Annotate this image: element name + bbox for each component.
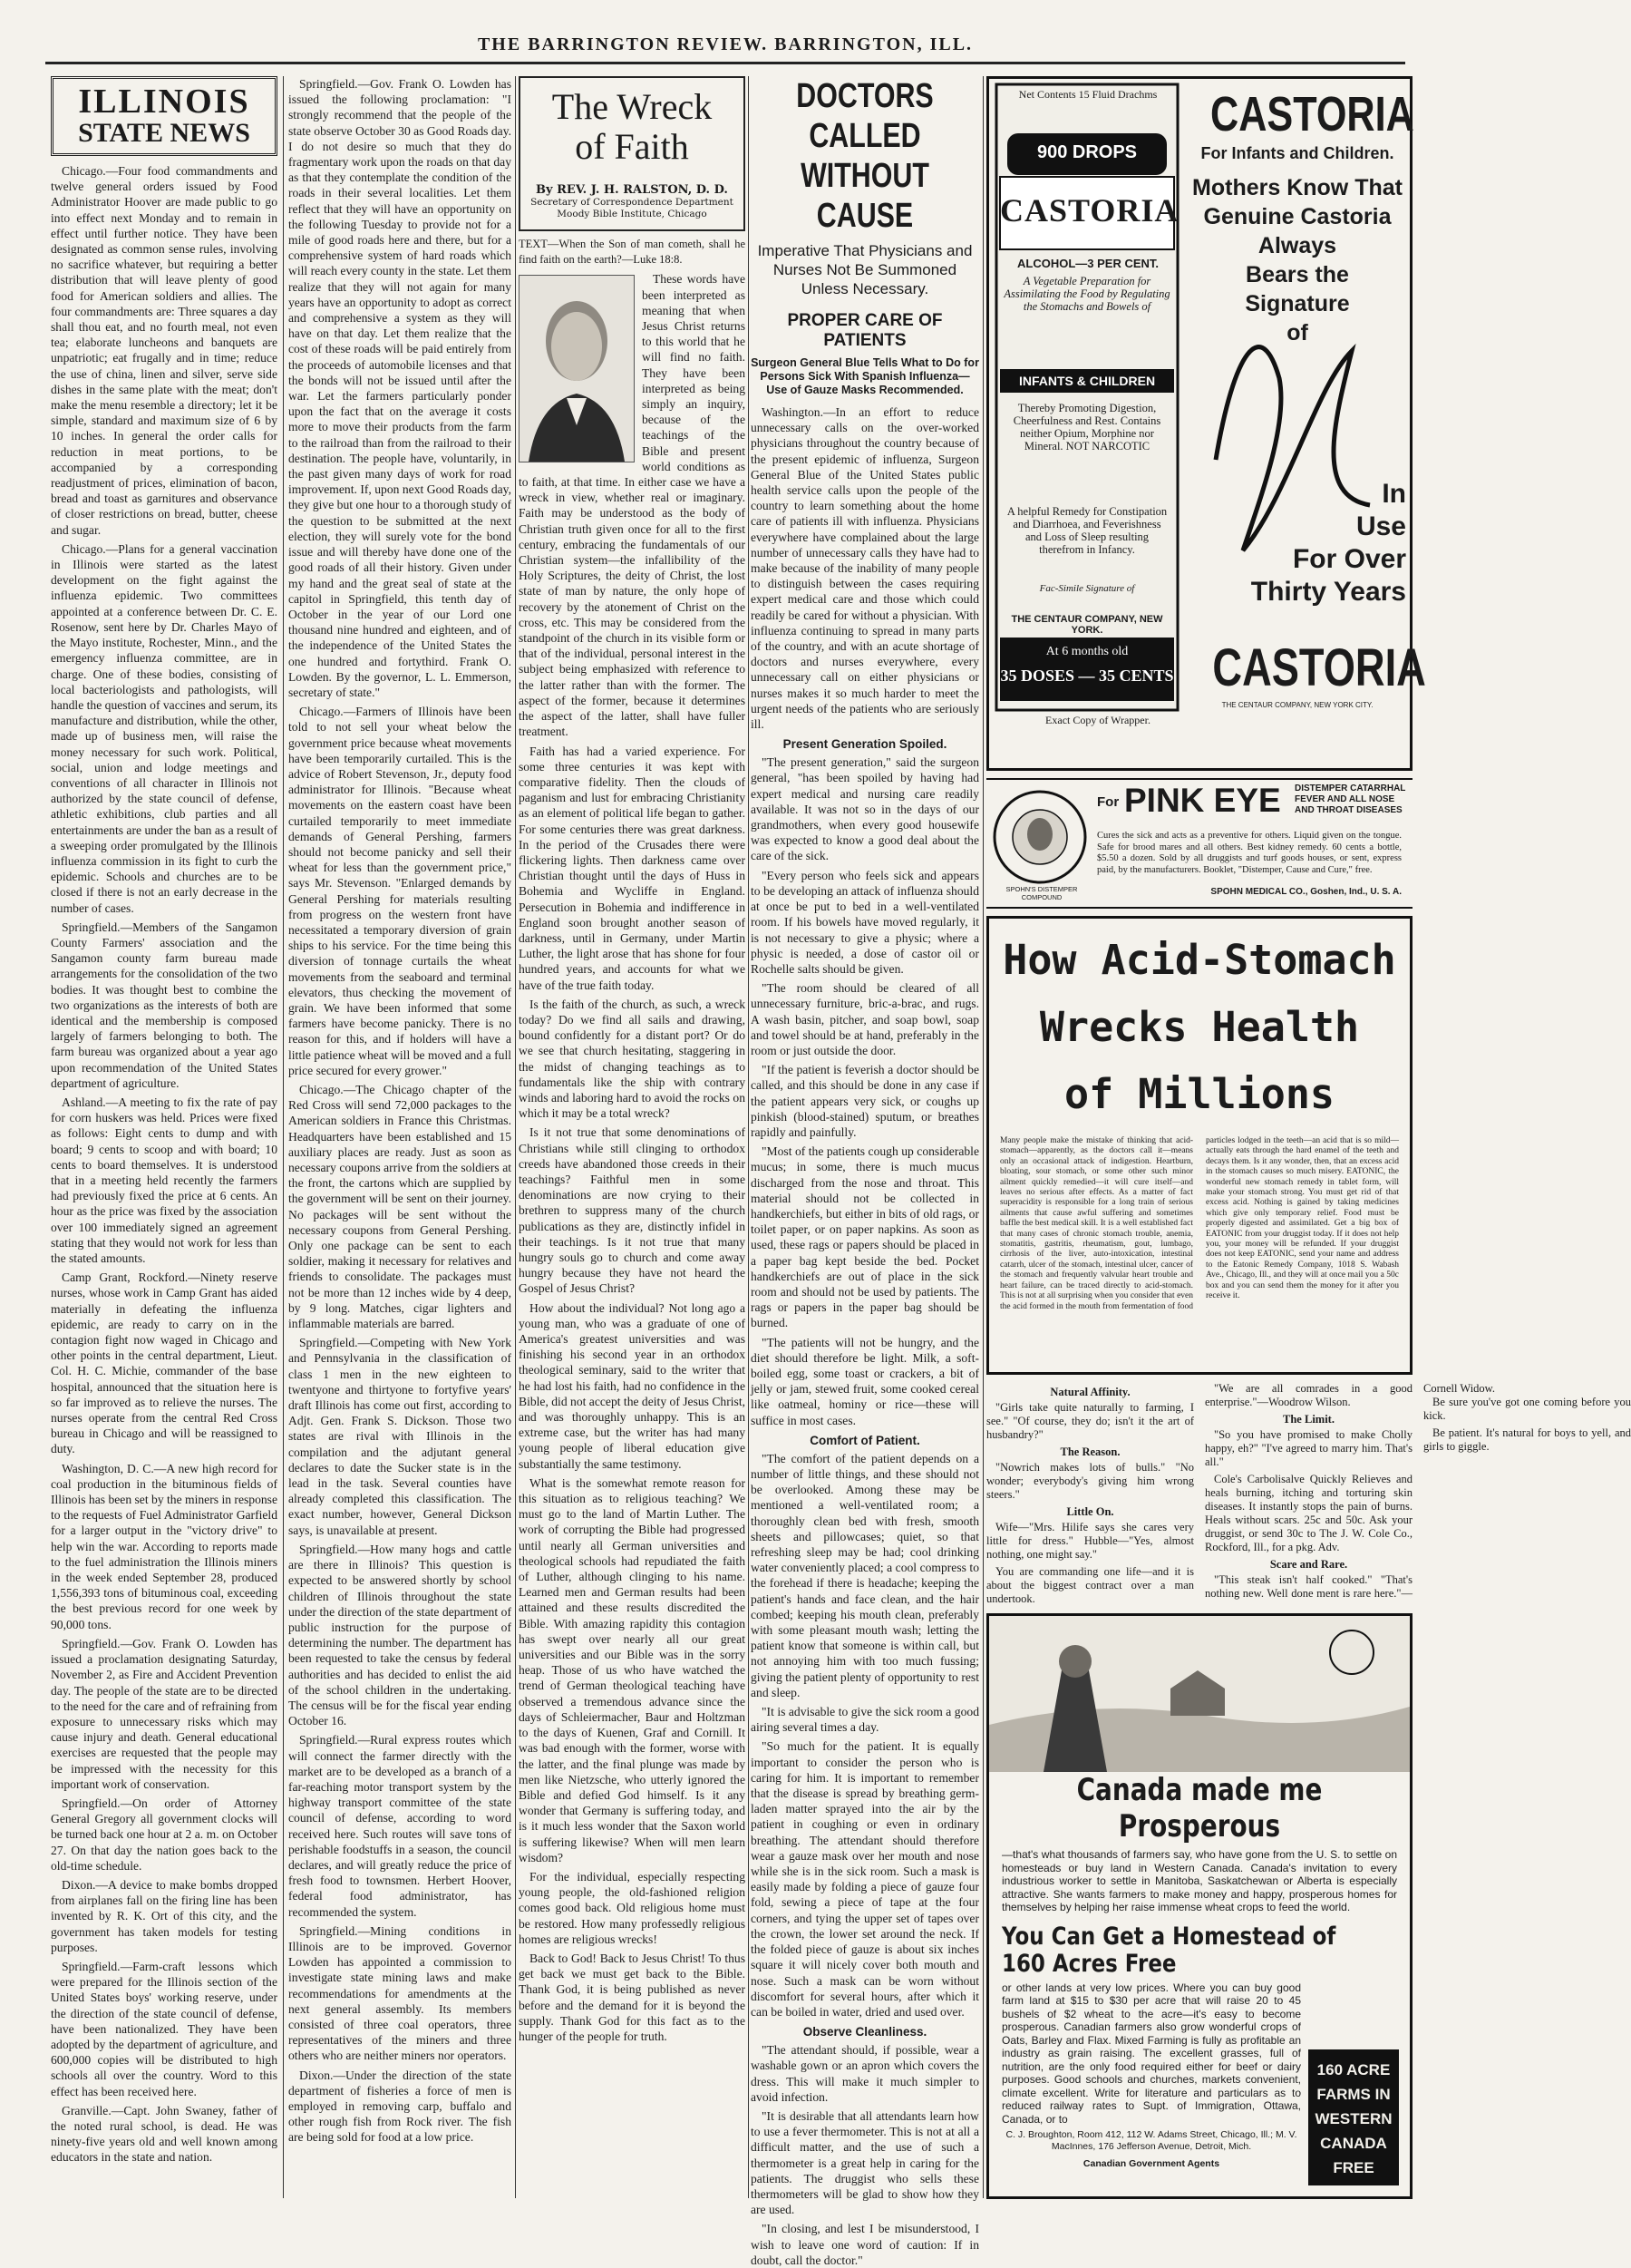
article-paragraph: How about the individual? Not long ago a young man, who was a graduate of one of America's greatest universities and was finishing his second year in an orthodox theological seminary, said to the writer that he had lost his faith, had no confidence in the Bible, did not accept the deity of Jesus Christ, and was thoroughly unhappy. This is an extreme case, but the writer has had many young people of liberal education give substantially the same testimony. xyxy=(519,1300,745,1471)
free-farms-badge xyxy=(1308,2049,1399,2185)
filler-title: Natural Affinity. xyxy=(1050,1386,1131,1398)
illinois-news-column-2 xyxy=(288,76,511,2198)
column-rule xyxy=(983,76,984,2198)
carton-facsimile: Fac-Simile Signature of xyxy=(1039,583,1135,594)
filler-body: "Girls take quite naturally to farming, I see." "Of course, they do; isn't it the art of husbandry?" xyxy=(986,1401,1194,1441)
doctors-deck-2: Surgeon General Blue Tells What to Do for Persons Sick With Spanish Influenza—Use of Gauze Masks Recommended. xyxy=(751,356,979,396)
illinois-news-heading xyxy=(51,76,277,156)
carton-net-contents: Net Contents 15 Fluid Drachms xyxy=(1018,88,1158,101)
castoria-line-7: In xyxy=(1382,479,1406,509)
castoria-for-infants: For Infants and Children. xyxy=(1200,144,1394,162)
badge-line-5: FREE xyxy=(1333,2159,1374,2176)
badge-line-3: WESTERN xyxy=(1315,2110,1393,2127)
filler-body: You are commanding one life—and it is about the biggest contract over a man undertook. xyxy=(986,1565,1194,1605)
filler-body: Be sure you've got one coming before you kick. xyxy=(1423,1396,1631,1422)
article-paragraph: Chicago.—The Chicago chapter of the Red Cross will send 72,000 packages to the American soldiers in France this Christmas. Headquarters have been established and 15 auxiliary places are ready. Just as soon as necessary coupons arrive from the soldiers at the front, the cartons which are supplied by the government will be sent on their journey. No packages will be sent without the necessary coupons from General Pershing. Only one package can be sent to each soldier, making it necessary for relatives and friends to consolidate. The packages must not be more than 12 inches wide by 4 deep, by 9 long. Matches, cigar lighters and inflammable materials are barred. xyxy=(288,1083,511,1331)
wreck-title-line-1: The Wreck xyxy=(551,86,713,127)
article-paragraph: Dixon.—A device to make bombs dropped from airplanes fall on the firing line has been invented by R. K. Ort of this city, and the government has taken models for testing purposes. xyxy=(51,1877,277,1954)
filler-title: The Limit. xyxy=(1283,1413,1335,1426)
section-subhead: Observe Cleanliness. xyxy=(802,2025,927,2039)
article-paragraph: Back to God! Back to Jesus Christ! To thus get back we must get back to the Bible. Thank God, it is being published as never before and the demand for it is beyond the supply. Thank God for this fact as to the hunger of the people for truth. xyxy=(519,1951,745,2043)
castoria-tagline xyxy=(1189,173,1406,347)
article-paragraph: Springfield.—Farm-craft lessons which were prepared for the Illinois section of the United States boys' working reserve, under the direction of the state council of defense, have been nationalized. They have been adopted by the department of agriculture, and 600,000 copies will be distributed to high schools all over the country. Word to this effect has been received here. xyxy=(51,1959,277,2098)
article-paragraph: "It is advisable to give the sick room a good airing several times a day. xyxy=(751,1705,979,1735)
filler-body: "Nowrich makes lots of bulls." "No wonder; everybody's giving him wrong steers." xyxy=(986,1461,1194,1501)
canada-homestead-headline: You Can Get a Homestead of 160 Acres Free xyxy=(1002,1922,1336,1978)
article-paragraph: "Every person who feels sick and appears to be developing an attack of influenza should at once be put to bed in a well-ventilated room. If his bowels have moved regularly, it is not necessary to give a physic; where a physic is needed, a dose of castor oil or Rochelle salts should be given. xyxy=(751,868,979,976)
filler-body: "So you have promised to make Cholly happy, eh?" "I've agreed to marry him. That's all." xyxy=(1205,1428,1413,1468)
article-paragraph: What is the somewhat remote reason for this situation as to religious teaching? We must go to the land of Martin Luther. The work of corrupting the Bible had progressed until nearly all German universities and theological schools had repudiated the faith of Luther, although clinging to his name. Learned men and German results had been attained and these results discredited the Bible. With amazing rapidity this contagion has swept over nearly all our great universities and our Bible was in the sorry heap. Those of us who have watched the trend of German theological teaching have observed a tremendous advance since the days of Schleiermacher, Baur and Holtzman to the days of Kuenen, Graf and Cornill. It was bad enough with the former, worse with the latter, and the final plunge was made by men like Nietzsche, who utterly ignored the Bible and defied God himself. Is it any wonder that Germany is suffering today, and is it much less wonder that the Saxon world is suffering likewise? When will men learn wisdom? xyxy=(519,1475,745,1864)
article-paragraph: "The attendant should, if possible, wear a washable gown or an apron which covers the dress. This will make it much simpler to avoid infection. xyxy=(751,2043,979,2104)
section-subhead: Comfort of Patient. xyxy=(810,1433,920,1447)
carton-infants: INFANTS & CHILDREN xyxy=(1018,374,1156,388)
canada-body: or other lands at very low prices. Where you can buy good farm land at $15 to $30 per acre that will raise 20 to 45 bushels of $2 wheat to the acre—it's easy to become prosperous. Canadian farmers also grow wonderful crops of Oats, Barley and Flax. Mixed Farming is fully as profitable an industry as grain raising. The excellent grasses, full of nutrition, are the only food required either for beef or dairy purposes. Good schools and churches, markets convenient, climate excellent. Write for literature and particulars as to reduced railway rates to Supt. of Immigration, Ottawa, Canada, or to xyxy=(1002,1981,1301,2126)
castoria-headline: CASTORIA xyxy=(1210,87,1414,141)
filler-title: The Reason. xyxy=(1060,1445,1121,1458)
carton-doses-price: 35 DOSES — 35 CENTS xyxy=(1000,667,1174,685)
section-subhead: Present Generation Spoiled. xyxy=(782,737,947,752)
carton-age: At 6 months old xyxy=(1045,645,1129,658)
byline-position: Secretary of Correspondence Department xyxy=(530,197,733,208)
article-paragraph: "The comfort of the patient depends on a number of little things, and these should not be overlooked. Among these may be mentioned a well-ventilated room; a thoroughly clean bed with fresh, smooth sheets and pillowcases; quiet, so that refreshing sleep may be had; cool drinking water conveniently placed; a cool compress to the forehead if there is headache; keeping the patient's hands and face clean, and the hair combed; keeping his mouth clean, preferably with some pleasant mouth wash; letting the patient know that someone is within call, but not annoying him with too much fussing; giving the patient plenty of opportunity to rest and sleep. xyxy=(751,1451,979,1699)
castoria-line-4: Bears the xyxy=(1246,262,1349,287)
state-news-title: STATE NEWS xyxy=(78,118,250,148)
article-paragraph: Springfield.—How many hogs and cattle are there in Illinois? This question is expected to be answered shortly by school children of Illinois throughout the state under the direction of the state department of public instruction for the purpose of determining the number. The department has been requested to take the census by federal authorities and has decided to enlist the aid of the school children in the undertaking. The census will be for the fiscal year ending October 16. xyxy=(288,1542,511,1728)
filler-body: Wife—"Mrs. Hilife says she cares very little for dress." Hubble—"Yes, almost nothing, one might say." xyxy=(986,1521,1194,1561)
article-paragraph: Dixon.—Under the direction of the state department of fisheries a force of men is employed in removing carp, buffalo and other rough fish from Rock river. The fish are being sold for food at a low price. xyxy=(288,2068,511,2145)
filler-item xyxy=(986,1565,1194,1606)
article-paragraph: Granville.—Capt. John Swaney, father of the noted rural school, is dead. He was ninety-five years old and well known among educators in the state and nation. xyxy=(51,2103,277,2165)
carton-alcohol: ALCOHOL—3 PER CENT. xyxy=(1016,257,1159,270)
castoria-line-3: Always xyxy=(1257,233,1337,258)
article-paragraph: Washington, D. C.—A new high record for coal production in the bituminous fields of Illinois has been set by the miners in response to the requests of Fuel Administrator Garfield for a larger output in the "victory drive" to help win the war. According to reports made to the fuel administration the Illinois miners in the week ended September 28, produced 1,556,393 tons of bituminous coal, exceeding the best previous record for one week by 90,000 tons. xyxy=(51,1461,277,1631)
canada-agent: C. J. Broughton, Room 412, 112 W. Adams Street, Chicago, Ill.; M. V. MacInnes, 176 Jefferson Avenue, Detroit, Mich. xyxy=(1005,2129,1297,2152)
carton-promoting: Thereby Promoting Digestion, Cheerfulness and Rest. Contains neither Opium, Morphine nor Mineral. NOT NARCOTIC xyxy=(1013,402,1161,453)
byline: By REV. J. H. RALSTON, D. D. xyxy=(536,183,728,197)
article-paragraph: These words have been interpreted as meaning that when Jesus Christ returns to this world that he will find no faith. They have been interpreted as being simply an inquiry, because of the teachings of the Bible and present world conditions as to faith, at that time. In either case we have a wreck in view, whether real or imaginary. Faith may be understood as the body of Christian truth given once for all to the first century, embracing the fundamentals of our Christian system—the infallibility of the Holy Scriptures, the deity of Christ, the lost state of man by nature, the only hope of recovery by the atonement of Christ on the cross, etc. This may be considered from the standpoint of the church in its visible form or that of the individual, personal interest in the subject being emphasized with reference to the latter rather than with the former. The aspect of the former, because it determines the aspect of the latter, shall have fuller treatment. xyxy=(519,272,745,739)
castoria-line-10: Thirty Years xyxy=(1250,577,1406,607)
filler-item xyxy=(1205,1473,1413,1554)
acid-headline-3: of Millions xyxy=(1063,1070,1335,1118)
canada-intro: —that's what thousands of farmers say, who have gone from the U. S. to settle on homesteads or buy land in Western Canada. Canada's invitation to every industrious worker to settle in Manitoba, Saskatchewan or Alberta is especially attractive. She wants farmers to make money and happy, prosperous homes for themselves by helping her raise immense wheat crops to feed the world. xyxy=(1002,1848,1397,1913)
pink-eye-body: Cures the sick and acts as a preventive for others. Liquid given on the tongue. Safe for brood mares and all others. Best kidney remedy. 60 cents a bottle, $5.50 a dozen. Sold by all druggists and turf goods houses, or sent, express paid, by the manufacturers. Booklet, "Distemper, Cause and Cure," free. xyxy=(1097,831,1402,875)
illinois-col2-paragraphs xyxy=(288,76,511,2146)
castoria-line-2: Genuine Castoria xyxy=(1203,204,1392,229)
article-paragraph: For the individual, especially respecting young people, the old-fashioned religion comes good back. Old religious home must be restored. How many professedly religious homes are religious wrecks! xyxy=(519,1869,745,1946)
castoria-line-6: of xyxy=(1286,320,1308,346)
masthead: THE BARRINGTON REVIEW. BARRINGTON, ILL. xyxy=(45,34,1405,64)
article-paragraph: Springfield.—Members of the Sangamon County Farmers' association and the Sangamon county farm bureau made arrangements for the consolidation of the two bodies. It was thought best to combine the two organizations as the interests of both are identical and the membership is composed largely of farmers belonging to both. The farm bureau was organized about a year ago upon recommendation of the United States department of agriculture. xyxy=(51,920,277,1090)
filler-item xyxy=(1205,1413,1413,1469)
filler-item xyxy=(1205,1382,1413,1409)
badge-line-1: 160 ACRE xyxy=(1316,2061,1391,2078)
pink-eye-ad xyxy=(986,778,1413,909)
article-paragraph: Ashland.—A meeting to fix the rate of pay for corn huskers was held. Prices were fixed as follows: Eight cents to dump and with board; 9 cents to scoop and with board; 10 cents to board themselves. It is understood that in a meeting held recently the farmers had previously fixed the price at 6 cents. An hour as the price was fixed by the association over 100 immediately signed an agreement stating that they would not work for less than the stated amounts. xyxy=(51,1095,277,1266)
filler-body: "We are all comrades in a good enterprise."—Woodrow Wilson. xyxy=(1205,1382,1413,1408)
pink-eye-headline: PINK EYE xyxy=(1124,782,1281,819)
filler-title: Little On. xyxy=(1066,1505,1114,1518)
article-paragraph: Springfield.—Mining conditions in Illinois are to be improved. Governor Lowden has appointed a commission to investigate state mining laws and make recommendations for amendments at the next general assembly. Its members consisted of three coal operators, three representatives of the miners and three others who are neither miners nor operators. xyxy=(288,1923,511,2063)
illinois-title: ILLINOIS xyxy=(78,83,250,121)
castoria-line-1: Mothers Know That xyxy=(1192,175,1403,200)
castoria-line-5: Signature xyxy=(1245,291,1350,316)
doctors-headline-1: DOCTORS CALLED xyxy=(796,77,934,155)
acid-headline-2: Wrecks Health xyxy=(1039,1003,1360,1051)
castoria-line-9: For Over xyxy=(1292,544,1406,574)
article-paragraph: Chicago.—Four food commandments and twelve general orders issued by Food Administrator Hoover are made public to go into effect next Monday and to remain in effect until further notice. They have been designated as common sense rules, involving no sacrifice whatever, but requiring a better distribution that will leave plenty of good food for American soldiers and allies. The four commandments are: Three squares a day shall thou eat, and no fourth meal, not even tea; elaborate luncheons and banquets are unpatriotic; eat frugally and in time; reduce the use of china, linen and silver, serve side dishes in the same plate with the meat; don't make the menu resemble a directory; let it be simple, standard and maximum size of 6 by 10 inches. In general the order calls for reduction in meat portions, to be accompanied by a corresponding readjustment of prices, elimination of bacon, bread and toast as garnitures and observance of closer restrictions on bread, butter, cheese and sugar. xyxy=(51,164,277,537)
spohn-company: SPOHN MEDICAL CO., Goshen, Ind., U. S. A. xyxy=(1210,887,1402,897)
article-paragraph: "The room should be cleared of all unnecessary furniture, bric-a-brac, and rugs. A wash basin, pitcher, and soap bowl, soap and towel should be at hand, preferably in the room or just outside the door. xyxy=(751,981,979,1057)
acid-stomach-ad xyxy=(986,916,1413,1375)
castoria-footer-company: THE CENTAUR COMPANY, NEW YORK CITY. xyxy=(1221,701,1374,709)
doctors-deck: Imperative That Physicians and Nurses Not Be Summoned Unless Necessary. xyxy=(757,242,973,297)
illinois-news-column-1 xyxy=(51,76,277,2198)
column-rule xyxy=(515,76,516,2198)
canada-ad xyxy=(986,1613,1413,2199)
article-paragraph: Is the faith of the church, as such, a wreck today? Do we find all sails and drawing, bound confidently for a distant port? Or do we see that church hesitating, staggering in the midst of changing teachings as to fundamentals like the ship with contrary winds and laboring hard to avoid the rocks on which it may be a total wreck? xyxy=(519,997,745,1121)
article-paragraph: Springfield.—On order of Attorney General Gregory all government clocks will be turned back one hour at 2 a. m. on October 27. On that day the nation goes back to the old-time schedule. xyxy=(51,1796,277,1873)
carton-drops: 900 DROPS xyxy=(1036,142,1138,162)
filler-item xyxy=(1423,1426,1631,1454)
wreck-of-faith-header xyxy=(519,76,745,231)
badge-line-2: FARMS IN xyxy=(1316,2086,1391,2103)
illinois-col1-paragraphs xyxy=(51,163,277,2166)
article-paragraph: Washington.—In an effort to reduce unnecessary calls on the over-worked physicians throughout the country because of the present epidemic of influenza, Surgeon General Blue of the United States public health service calls upon the people of the country to learn something about the home care of patients ill with influenza. Physicians everywhere have complained about the large number of unnecessary calls they have had to make because of the inability of many people to distinguish between the cases requiring expert medical care and those which could readily be cared for without a physician. With influenza continuing to spread in many parts of the country, and with an acute shortage of doctors and nurses everywhere, every unnecessary call on either physicians or nurses makes it so much harder to meet the urgent needs of the patients who are seriously ill. xyxy=(751,405,979,732)
castoria-line-8: Use xyxy=(1355,511,1406,541)
article-paragraph: Faith has had a varied experience. For some three centuries it was kept with comparative fidelity. Then the clouds of paganism and lust for embracing Christianity as an element of political life began to gather. For some centuries there was great darkness. In the period of the Crusades there were flickering lights. Then darkness came over Christian thought until the days of Huss in Bohemia and Wycliffe in England. Persecution in Bohemia and indifference in England soon brought another season of darkness, until in Germany, under Martin Luther, the light arose that has shone for four hundred years, and accounts for what we have of the true faith today. xyxy=(519,744,745,992)
pink-eye-diseases: DISTEMPER CATARRHAL FEVER AND ALL NOSE AND THROAT DISEASES xyxy=(1295,784,1406,815)
column-rule xyxy=(748,76,749,2198)
canada-agent-title: Canadian Government Agents xyxy=(1082,2158,1220,2169)
advertisements-column xyxy=(986,76,1631,2198)
wreck-of-faith-column xyxy=(519,76,745,2198)
filler-item xyxy=(1423,1396,1631,1423)
article-paragraph: Springfield.—Gov. Frank O. Lowden has issued the following proclamation: "I strongly recommend that the people of the state observe October 30 as Good Roads day. I do not desire so much that they do fragmentary work upon the roads on that day as that they contemplate the condition of the roads in their several localities. Let them reflect that they will have an opportunity on the following Tuesday to provide not for a mile of good roads here and there, but for a comprehensive system of hard roads which will reach every county in the state. Let them realize that they will not again for many years have an opportunity to adopt as correct and comprehensive a system as they will have on that day. Let them realize that the cost of these roads will be paid entirely from the proceeds of automobile licenses and that the bonds will not be issued until after the war. Let the farmers particularly ponder upon the fact that on the average it costs more to move their products from the farm to the railroad than from the railroad to their destination. The people have, voluntarily, in the past given many days of work for road improvement. If, upon next Good Roads day, they give but one hour to a thorough study of the question to be submitted at the next election, they will surely vote for the bond issue and will thereby have done one of the good roads of all their history. Given under my hand and the great seal of state at the capitol in Springfield, this tenth day of October in the year of our Lord one thousand nine hundred and eighteen, and of the independence of the United States the one hundred and fortythird. Frank O. Lowden. By the governor, L. L. Emmerson, secretary of state." xyxy=(288,77,512,699)
farm-scene-illustration xyxy=(989,1616,1410,1772)
carton-brand: CASTORIA xyxy=(1000,192,1180,229)
filler-item xyxy=(986,1445,1194,1502)
wreck-title-line-2: of Faith xyxy=(575,126,689,167)
carton-remedy: A helpful Remedy for Constipation and Diarrhoea, and Feverishness and Loss of Sleep resulting therefrom in Infancy. xyxy=(1006,505,1168,556)
article-paragraph: Springfield.—Rural express routes which will connect the farmer directly with the market are to be developed as a branch of a far-reaching motor transport system by the highway transport committee of the state council of defense, according to word received here. Such routes will save tons of perishable foodstuffs in a season, the council declares, and will greatly reduce the price of fresh food to townsmen. Herbert Hoover, federal food administrator, has recommended the system. xyxy=(288,1733,511,1919)
article-paragraph: Chicago.—Farmers of Illinois have been told to not sell your wheat below the government price because wheat movements have been temporarily curtailed. This is the advice of Robert Stevenson, Jr., deputy food administrator for Illinois. "Because wheat movements on the eastern coast have been curtailed temporarily to meet immediate demands of General Pershing, farmers should not become panicky and sell their wheat for less than the government price," says Mr. Stevenson. "Enlarged demands by General Pershing for materials resulting from progress on the western front have necessitated a temporary diversion of grain ships to his service. For the time being this diversion of tonnage curtails the wheat movements from the seaboard and terminal elevators, thus checking the movement of grain. We have been informed that some farmers have become panicky. There is no reason for this, and if holders will have a little patience wheat will be moved and a full price secured for every grower." xyxy=(288,705,511,1077)
article-paragraph: "The present generation," said the surgeon general, "has been spoiled by having had expert medical and nursing care readily available. It was not so in the days of our grandmothers, when every good housewife was expected to know a good deal about the care of the sick. xyxy=(751,755,979,863)
acid-body: Many people make the mistake of thinking that acid-stomach—apparently, as the doctors call it—means only an occasional attack of indigestion. Heartburn, bloating, sour stomach, or some other such minor ailment quickly remedied—it will cure itself—and leaves no serious after effects. As a matter of fact superacidity is responsible for a long train of serious ailments that cause awful suffering and sometimes baffle the best medical skill. It is a well established fact that many cases of chronic stomach trouble, anemia, stomatitis, gastritis, rheumatism, gout, lumbago, cirrhosis of the liver, auto-intoxication, intestinal catarrh, ulcer of the stomach, intestinal ulcer, cancer of the stomach and frequently valvular heart trouble and heart failure, can be traced directly to acid-stomach. This is not at all surprising when you consider that even the acid formed in the mouth from fermentation of food particles lodged in the teeth—an acid that is so mild—actually eats through the hard enamel of the teeth and decays them. Is it any wonder, then, that an excess acid in the stomach causes so much misery. EATONIC, the wonderful new stomach remedy in tablet form, will make your stomach strong. You must get rid of that excess acid. Nothing is gained by taking medicines which give only temporary relief. Food must be properly digested and assimilated. Get a big box of EATONIC from your druggist today. If it does not help you, your money will be refunded. If your druggist does not keep EATONIC, send your name and address to the Eatonic Remedy Company, 1018 S. Wabash Ave., Chicago, Ill., and they will at once mail you a 50c box and you can send them the money for it after you receive it. xyxy=(1000,1136,1399,1311)
article-paragraph: "If the patient is feverish a doctor should be called, and this should be done in any case if the patient appears very sick, or coughs up pinkish (blood-stained) sputum, or breathes rapidly and painfully. xyxy=(751,1063,979,1139)
doctors-headline-2: WITHOUT CAUSE xyxy=(801,157,929,235)
badge-line-4: CANADA xyxy=(1320,2135,1387,2152)
filler-body: Cole's Carbolisalve Quickly Relieves and heals burning, itching and torturing skin diseases. It instantly stops the pain of burns. Heals without scars. 25c and 50c. Ask your druggist, or send 30c to The J. W. Cole Co., Rockford, Ill., for a pkg. Adv. xyxy=(1205,1473,1413,1553)
article-paragraph: "Most of the patients cough up considerable mucus; in some, there is much mucus discharged from the nose and throat. This material should not be collected in handkerchiefs, but either in bits of old rags, or toilet paper, or on paper napkins. As soon as used, these rags or papers should be placed in a paper bag kept beside the bed. Pocket handkerchiefs are out of place in the sick room and should not be used by patients. The rags or papers in the paper bag should be burned. xyxy=(751,1144,979,1330)
sermon-text-verse: TEXT—When the Son of man cometh, shall he find faith on the earth?—Luke 18:8. xyxy=(519,238,745,267)
filler-body: Be patient. It's natural for boys to yell, and girls to giggle. xyxy=(1423,1426,1631,1453)
column-rule xyxy=(283,76,284,2198)
article-paragraph: Springfield.—Competing with New York and Pennsylvania in the classification of class 1 men in the new eighteen to twentyone and thirtyone to fortyfive years' draft Illinois has come out first, according to Adjt. Gen. Frank S. Dickson. Those two states are rival with Illinois in the compilation and the adjutant general declares to date the Sucker state is in the lead in the task. Several counties have already completed this classification. The exact number, however, General Dickson says, is unavailable at present. xyxy=(288,1336,511,1537)
carton-company: THE CENTAUR COMPANY, NEW YORK. xyxy=(1011,614,1163,636)
canada-banner: Canada made me Prosperous xyxy=(1076,1772,1323,1845)
doctors-paragraphs xyxy=(751,404,979,2268)
carton-preparation: A Vegetable Preparation for Assimilating the Food by Regulating the Stomachs and Bowels of xyxy=(1004,275,1170,313)
castoria-ad xyxy=(986,76,1426,771)
filler-item xyxy=(986,1386,1194,1442)
article-paragraph: "It is desirable that all attendants learn how to use a fever thermometer. This is not at all a difficult matter, and the use of such a thermometer is a great help in caring for the patients. The druggist who sells these thermometers will be glad to show how they are used. xyxy=(751,2108,979,2217)
filler-title: Scare and Rare. xyxy=(1269,1558,1348,1571)
filler-body: "This steak isn't half cooked." "That's nothing new. Well done ment is rare here."—Cornell Widow. xyxy=(1205,1382,1496,1600)
sermon-paragraphs xyxy=(519,271,745,2044)
castoria-use-lines xyxy=(1189,478,1406,608)
filler-items xyxy=(986,1382,1631,1613)
article-paragraph: Springfield.—Gov. Frank O. Lowden has issued a proclamation designating Saturday, November 2, as Fire and Accident Prevention day. The people of the state are to be directed to the need for the care and of refraining from exposure to unnecessary risks which may cause injury and death. General educational exercises are requested that the people may be impressed with the necessity for this important work of conservation. xyxy=(51,1636,277,1791)
doctors-subhead: PROPER CARE OF PATIENTS xyxy=(787,311,943,350)
article-paragraph: "So much for the patient. It is equally important to consider the person who is caring for him. It is important to remember that the disease is spread by breathing germ-laden matter sprayed into the air by the patient in coughing or even in ordinary breathing. The attendant should therefore wear a gauze mask over her mouth and nose while she is in the sick room. Such a mask is easily made by folding a piece of gauze four fold, sewing a piece of tape at the four corners, and tying the upper set of tapes over the crown, the lower set around the neck. If the folded piece of gauze is about six inches square it will nicely cover both mouth and nose. Such a mask can be worn without discomfort for several hours, after which it can be boiled in water, dried and used over. xyxy=(751,1739,979,2019)
article-paragraph: Camp Grant, Rockford.—Ninety reserve nurses, whose work in Camp Grant has aided materially in defeating the influenza epidemic, are ready to carry on in the contagion fight now waged in Chicago and other points in the central department, Lieut. Col. H. C. Michie, commander of the base hospital, announced that the situation here is so far improved as to relieve the nurses. The nurses operate from the central Red Cross bureau in Chicago and will be reassigned to duty. xyxy=(51,1270,277,1456)
article-paragraph: Chicago.—Plans for a general vaccination in Illinois were started as the latest development on the fight against the influenza epidemic. Two committees appointed at a conference between Dr. C. E. Rosenow, sent here by Dr. Charles Mayo of the Mayo institute, Rochester, Minn., and the emergency influenza committee, are in charge. One of these bodies, consisting of local bacteriologists and pathologists, will handle the question of vaccines and serum, its manufacture and distribution, while the other, made up of business men, will raise the money necessary for such work. Political, social, union and lodge meetings and conventions of all character in Illinois not authorized by the state council of defense, athletic exhibitions, club parties and all entertainments are under the ban as a result of a sweeping order promulgated by the Illinois influenza commission in its fight to curb the epidemic. Schools and churches are to be closed if there is not an early decrease in the number of cases. xyxy=(51,541,277,915)
article-paragraph: "In closing, and lest I be misunderstood, I wish to leave one word of caution: If in doubt, call the doctor." xyxy=(751,2222,979,2267)
carton-caption: Exact Copy of Wrapper. xyxy=(1045,714,1150,726)
byline-institute: Moody Bible Institute, Chicago xyxy=(557,209,707,219)
spohn-logo-text: SPOHN'S DISTEMPER COMPOUND xyxy=(1005,885,1078,901)
spohn-logo-icon xyxy=(990,787,1090,887)
acid-headline-1: How Acid-Stomach xyxy=(1003,936,1396,984)
article-paragraph: Is it not true that some denominations of Christians while still clinging to orthodox creeds have abandoned those creeds in their teachings? Faithful men in some denominations are now crying to their brethren to suppress many of the church publications as they are, distinctly infidel in their teachings. Is it not true that many hungry souls go to church and come away hungry because they have not heard the Gospel of Jesus Christ? xyxy=(519,1125,745,1296)
filler-item xyxy=(986,1505,1194,1562)
author-portrait xyxy=(519,275,635,462)
doctors-column xyxy=(751,76,979,2267)
pink-eye-for: For xyxy=(1097,794,1120,810)
article-paragraph: "The patients will not be hungry, and the diet should therefore be light. Milk, a soft-boiled egg, some toast or crackers, a bit of jelly or jam, stewed fruit, some cooked cereal like oatmeal, hominy or rice—these will suffice in most cases. xyxy=(751,1335,979,1427)
castoria-footer: CASTORIA xyxy=(1212,638,1426,697)
